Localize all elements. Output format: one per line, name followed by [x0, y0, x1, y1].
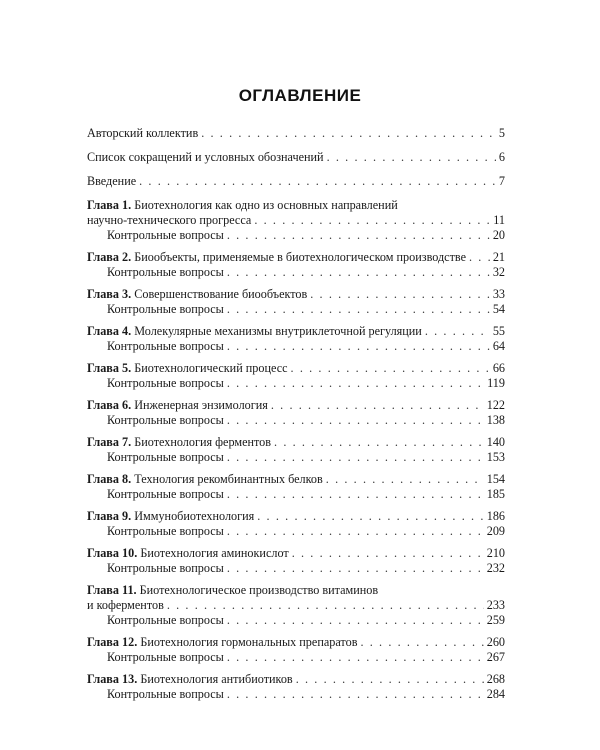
toc-page-number: 284: [486, 687, 505, 701]
dot-leader: [274, 435, 484, 450]
chapter-label: Глава 8.: [87, 472, 132, 486]
dot-leader: [310, 287, 490, 302]
toc-page-number: 259: [486, 613, 505, 627]
dot-leader: [227, 613, 484, 628]
review-questions-label: Контрольные вопросы: [107, 524, 224, 538]
toc-page-number: 209: [486, 524, 505, 538]
toc-page-number: 55: [492, 324, 505, 338]
chapter-title: Инженерная энзимология: [134, 398, 268, 412]
review-questions-label: Контрольные вопросы: [107, 302, 224, 316]
chapter-label: Глава 11.: [87, 583, 137, 597]
chapter-title: и коферментов: [87, 598, 164, 612]
chapter-title: Молекулярные механизмы внутриклеточной регуляции: [134, 324, 422, 338]
toc-page-number: 260: [486, 635, 505, 649]
toc-entry-introduction[interactable]: [87, 174, 505, 189]
review-questions-label: Контрольные вопросы: [107, 339, 224, 353]
chapter-label: Глава 6.: [87, 398, 132, 412]
dot-leader: [227, 376, 484, 391]
dot-leader: [227, 487, 484, 502]
dot-leader: [257, 509, 483, 524]
toc-page-number: 6: [498, 150, 505, 164]
toc-review-questions[interactable]: [87, 450, 505, 465]
review-questions-label: Контрольные вопросы: [107, 613, 224, 627]
chapter-label: Глава 1.: [87, 198, 132, 212]
toc-page-number: 54: [492, 302, 505, 316]
toc-review-questions[interactable]: [87, 339, 505, 354]
toc-review-questions[interactable]: [87, 650, 505, 665]
toc-review-questions[interactable]: [87, 413, 505, 428]
toc-review-questions[interactable]: [87, 376, 505, 391]
toc-review-questions[interactable]: [87, 687, 505, 702]
chapter-title: Иммунобиотехнология: [134, 509, 255, 523]
toc-chapter-1[interactable]: [87, 198, 505, 243]
dot-leader: [227, 413, 484, 428]
toc-page-number: 185: [486, 487, 505, 501]
toc-entry-abbreviations[interactable]: [87, 150, 505, 165]
toc-page-number: 64: [492, 339, 505, 353]
toc-page-number: 33: [492, 287, 505, 301]
dot-leader: [227, 450, 484, 465]
chapter-title: Биотехнология ферментов: [134, 435, 272, 449]
toc-chapter-4[interactable]: [87, 324, 505, 354]
toc-review-questions[interactable]: [87, 487, 505, 502]
dot-leader: [227, 339, 490, 354]
chapter-title: Биотехнология гормональных препаратов: [140, 635, 358, 649]
toc-review-questions[interactable]: [87, 302, 505, 317]
dot-leader: [201, 126, 496, 141]
toc-page-number: 233: [486, 598, 505, 612]
toc-page-number: 66: [492, 361, 505, 375]
toc-page-number: 267: [486, 650, 505, 664]
review-questions-label: Контрольные вопросы: [107, 561, 224, 575]
table-of-contents: [87, 126, 505, 702]
toc-page-number: 210: [486, 546, 505, 560]
toc-page-number: 20: [492, 228, 505, 242]
toc-page-number: 122: [486, 398, 505, 412]
toc-page-number: 186: [486, 509, 505, 523]
chapter-title: Биотехнологический процесс: [134, 361, 288, 375]
chapter-label: Глава 10.: [87, 546, 138, 560]
chapter-title: Биообъекты, применяемые в биотехнологическом производстве: [134, 250, 467, 264]
toc-page-number: 11: [493, 213, 505, 227]
toc-chapter-12[interactable]: [87, 635, 505, 665]
toc-page-number: 32: [492, 265, 505, 279]
review-questions-label: Контрольные вопросы: [107, 376, 224, 390]
chapter-label: Глава 12.: [87, 635, 138, 649]
toc-chapter-11[interactable]: [87, 583, 505, 628]
toc-chapter-3[interactable]: [87, 287, 505, 317]
chapter-label: Глава 2.: [87, 250, 132, 264]
toc-chapter-9[interactable]: [87, 509, 505, 539]
toc-page-number: 119: [487, 376, 505, 390]
toc-chapter-7[interactable]: [87, 435, 505, 465]
toc-page-number: 154: [486, 472, 505, 486]
dot-leader: [227, 228, 490, 243]
chapter-title: Биотехнология антибиотиков: [140, 672, 293, 686]
dot-leader: [227, 302, 490, 317]
toc-review-questions[interactable]: [87, 228, 505, 243]
toc-review-questions[interactable]: [87, 613, 505, 628]
toc-review-questions[interactable]: [87, 265, 505, 280]
chapter-label: Глава 7.: [87, 435, 132, 449]
chapter-title-line1: Биотехнологическое производство витаминов: [139, 583, 379, 597]
dot-leader: [227, 561, 484, 576]
dot-leader: [271, 398, 484, 413]
toc-page-number: 268: [486, 672, 505, 686]
dot-leader: [425, 324, 490, 339]
toc-page-number: 232: [486, 561, 505, 575]
toc-chapter-10[interactable]: [87, 546, 505, 576]
dot-leader: [139, 174, 496, 189]
dot-leader: [227, 650, 484, 665]
review-questions-label: Контрольные вопросы: [107, 450, 224, 464]
chapter-title: научно-технического прогресса: [87, 213, 252, 227]
toc-review-questions[interactable]: [87, 524, 505, 539]
toc-page-number: 21: [492, 250, 505, 264]
dot-leader: [227, 687, 484, 702]
review-questions-label: Контрольные вопросы: [107, 687, 224, 701]
toc-review-questions[interactable]: [87, 561, 505, 576]
toc-entry-title: Список сокращений и условных обозначений: [87, 150, 324, 164]
dot-leader: [167, 598, 484, 613]
toc-page-number: 138: [486, 413, 505, 427]
chapter-title: Совершенствование биообъектов: [134, 287, 308, 301]
dot-leader: [360, 635, 483, 650]
toc-page-number: 140: [486, 435, 505, 449]
page-title: ОГЛАВЛЕНИЕ: [238, 86, 362, 105]
toc-entry-title: Введение: [87, 174, 137, 188]
dot-leader: [254, 213, 490, 228]
dot-leader: [469, 250, 490, 265]
dot-leader: [292, 546, 484, 561]
review-questions-label: Контрольные вопросы: [107, 265, 224, 279]
toc-page-number: 153: [486, 450, 505, 464]
dot-leader: [327, 150, 496, 165]
toc-page-number: 5: [498, 126, 505, 140]
review-questions-label: Контрольные вопросы: [107, 650, 224, 664]
toc-chapter-13[interactable]: [87, 672, 505, 702]
toc-chapter-6[interactable]: [87, 398, 505, 428]
dot-leader: [291, 361, 490, 376]
review-questions-label: Контрольные вопросы: [107, 413, 224, 427]
chapter-title-line1: Биотехнология как одно из основных направлений: [134, 198, 398, 212]
toc-entry-authors[interactable]: [87, 126, 505, 141]
dot-leader: [227, 265, 490, 280]
toc-chapter-5[interactable]: [87, 361, 505, 391]
toc-chapter-8[interactable]: [87, 472, 505, 502]
chapter-label: Глава 13.: [87, 672, 138, 686]
dot-leader: [227, 524, 484, 539]
chapter-title: Технология рекомбинантных белков: [134, 472, 323, 486]
chapter-label: Глава 3.: [87, 287, 132, 301]
review-questions-label: Контрольные вопросы: [107, 228, 224, 242]
chapter-label: Глава 5.: [87, 361, 132, 375]
dot-leader: [296, 672, 484, 687]
dot-leader: [326, 472, 484, 487]
review-questions-label: Контрольные вопросы: [107, 487, 224, 501]
toc-chapter-2[interactable]: [87, 250, 505, 280]
toc-page-number: 7: [498, 174, 505, 188]
chapter-label: Глава 4.: [87, 324, 132, 338]
toc-entry-title: Авторский коллектив: [87, 126, 199, 140]
chapter-title: Биотехнология аминокислот: [140, 546, 289, 560]
chapter-label: Глава 9.: [87, 509, 132, 523]
